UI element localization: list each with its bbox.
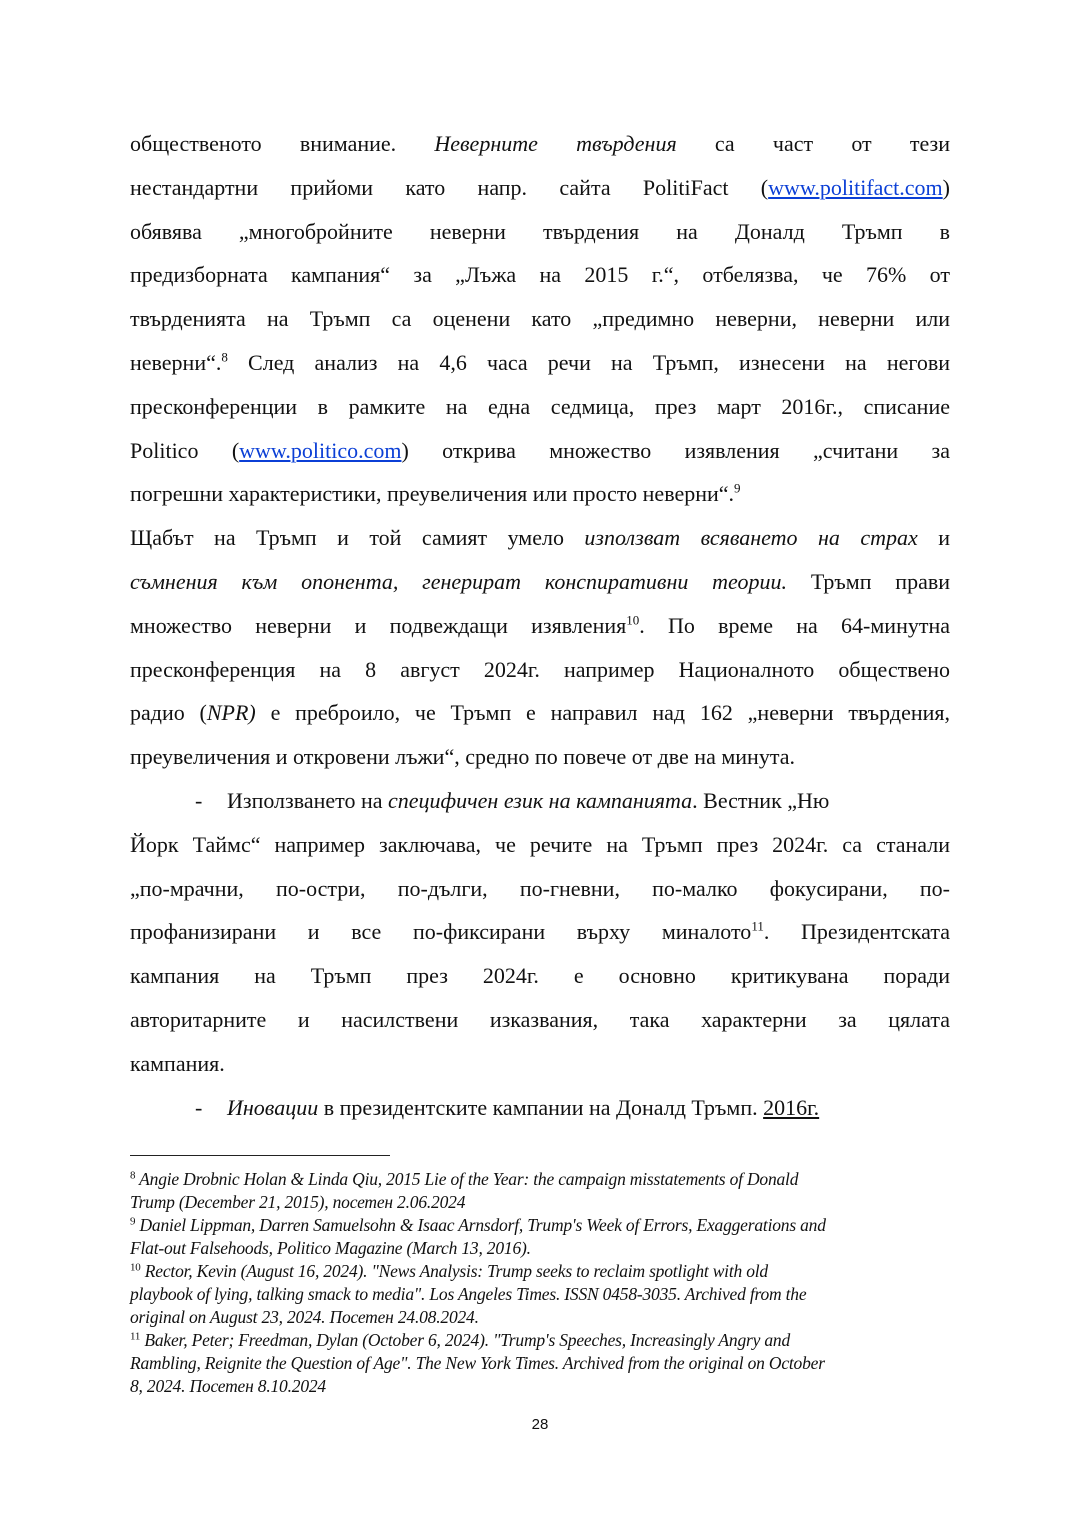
link[interactable]: www.politico.com (239, 437, 402, 463)
text-line (130, 429, 950, 473)
text-line (130, 253, 950, 297)
text-run: original on August 23, 2024. Посетен 24.08.2024. (130, 1307, 479, 1327)
text-run: . Президентската (763, 919, 950, 945)
text-line (130, 823, 950, 867)
text-run: обявява „многобройните неверни твърдения на Доналд Тръмп в (130, 218, 950, 244)
text-run: Rambling, Reignite the Question of Age". The New York Times. Archived from the original on October (130, 1353, 825, 1373)
footnote-line (130, 1237, 960, 1260)
text-run: Baker, Peter; Freedman, Dylan (October 6, 2024). "Trump's Speeches, Increasingly Angry and (140, 1330, 791, 1350)
text-line (130, 560, 950, 604)
text-line (130, 648, 950, 692)
text-run: Flat-out Falsehoods, Politico Magazine (March 13, 2016). (130, 1238, 531, 1258)
text-run: специфичен език на кампанията (388, 787, 693, 813)
text-run: преувеличения и откровени лъжи“, средно по повече от две на минута. (130, 744, 795, 770)
text-run: . Вестник „Ню (692, 787, 830, 813)
footnotes (130, 1168, 960, 1398)
text-run: Rector, Kevin (August 16, 2024). "News Analysis: Trump seeks to reclaim spotlight with old (140, 1261, 768, 1281)
text-line (130, 779, 950, 823)
footnote-line (130, 1375, 960, 1398)
link[interactable]: www.politifact.com (768, 174, 943, 200)
footnote-line (130, 1352, 960, 1375)
text-run: множество неверни и подвеждащи изявления (130, 612, 627, 638)
text-run: Тръмп прави (787, 568, 950, 594)
text-line (130, 166, 950, 210)
text-run: е преброило, че Тръмп е направил над 162 „неверни твърдения, (255, 700, 950, 726)
footnote-line (130, 1214, 960, 1237)
text-line (130, 735, 950, 779)
footnote-ref: 11 (130, 1330, 141, 1343)
text-run: съмнения към опонента, генерират конспиративни теории. (130, 568, 788, 594)
text-line (130, 1086, 950, 1130)
text-run: кампания на Тръмп през 2024г. е основно критикувана поради (130, 963, 950, 989)
footnote-ref: 9 (734, 480, 741, 496)
text-line (130, 910, 950, 954)
text-line (130, 472, 950, 516)
text-line (130, 867, 950, 911)
text-run: NPR) (206, 700, 256, 726)
text-run: ) открива множество изявления „считани за (401, 437, 950, 463)
text-run: Йорк Таймс“ например заключава, че речите на Тръмп през 2024г. са станали (130, 831, 950, 857)
text-line (130, 954, 950, 998)
footnote-ref: 9 (130, 1215, 136, 1228)
footnote-line (130, 1168, 960, 1191)
text-line (130, 516, 950, 560)
footnote-separator (130, 1155, 390, 1156)
text-run: са част от тези (676, 131, 950, 156)
text-line (130, 210, 950, 254)
footnote-ref: 11 (751, 918, 764, 934)
footnote-line (130, 1329, 960, 1352)
footnote-line (130, 1260, 960, 1283)
footnote-line (130, 1191, 960, 1214)
text-run: използват всяването на страх (584, 525, 918, 551)
text-run: 8, 2024. Посетен 8.10.2024 (130, 1376, 326, 1396)
text-line (130, 385, 950, 429)
text-run: кампания. (130, 1050, 225, 1076)
text-run: . По време на 64-минутна (639, 612, 950, 638)
text-run: предизборната кампания“ за „Лъжа на 2015 г.“, отбелязва, че 76% от (130, 262, 950, 288)
footnote-line (130, 1283, 960, 1306)
text-run: радио ( (130, 700, 207, 726)
text-run: профанизирани и все по-фиксирани върху миналото (130, 919, 752, 945)
text-run: Щабът на Тръмп и той самият умело (130, 525, 585, 551)
body-text (130, 122, 950, 1129)
text-run: Politico ( (130, 437, 240, 463)
text-run: Неверните твърдения (434, 131, 677, 156)
text-line (130, 341, 950, 385)
text-run: пресконференции в рамките на една седмица, през март 2016г., списание (130, 393, 950, 419)
text-run: Angie Drobnic Holan & Linda Qiu, 2015 Lie of the Year: the campaign misstatements of Donald (135, 1169, 799, 1189)
text-run: ) (942, 174, 950, 200)
footnote-ref: 10 (130, 1261, 141, 1274)
text-run: 2016г. (763, 1094, 820, 1120)
footnote-line (130, 1306, 960, 1329)
text-line (130, 297, 950, 341)
footnote-ref: 8 (130, 1169, 136, 1182)
text-run: в президентските кампании на Доналд Тръмп. (318, 1094, 764, 1120)
text-line (130, 604, 950, 648)
text-run: и (917, 525, 950, 551)
text-line (130, 998, 950, 1042)
text-run: Иновации (227, 1094, 319, 1120)
text-run: нестандартни прийоми като напр. сайта PolitiFact ( (130, 174, 769, 200)
footnote-ref: 10 (626, 612, 640, 628)
list-bullet: - (195, 787, 203, 813)
text-run: След анализ на 4,6 часа речи на Тръмп, изнесени на негови (227, 349, 950, 375)
page-number: 28 (531, 1416, 549, 1433)
text-run: погрешни характеристики, преувеличения или просто неверни“. (130, 481, 735, 507)
text-line (130, 691, 950, 735)
footnote-ref: 8 (221, 349, 228, 365)
text-line (130, 122, 950, 166)
text-run: твърденията на Тръмп са оценени като „предимно неверни, неверни или (130, 306, 950, 332)
text-line (130, 1042, 950, 1086)
text-run: Trump (December 21, 2015), посетен 2.06.2024 (130, 1192, 466, 1212)
text-run: неверни“. (130, 349, 222, 375)
text-run: пресконференция на 8 август 2024г. например Националното обществено (130, 656, 950, 682)
list-bullet: - (195, 1094, 203, 1120)
text-run: авторитарните и насилствени изказвания, така характерни за цялата (130, 1006, 950, 1032)
text-run: Daniel Lippman, Darren Samuelsohn & Isaac Arnsdorf, Trump's Week of Errors, Exaggerations and (135, 1215, 826, 1235)
text-run: „по-мрачни, по-остри, по-дълги, по-гневни, по-малко фокусирани, по- (130, 875, 950, 901)
text-run: Използването на (227, 787, 388, 813)
text-run: playbook of lying, talking smack to media". Los Angeles Times. ISSN 0458-3035. Archived from the (130, 1284, 807, 1304)
text-run: общественото внимание. (130, 131, 435, 156)
